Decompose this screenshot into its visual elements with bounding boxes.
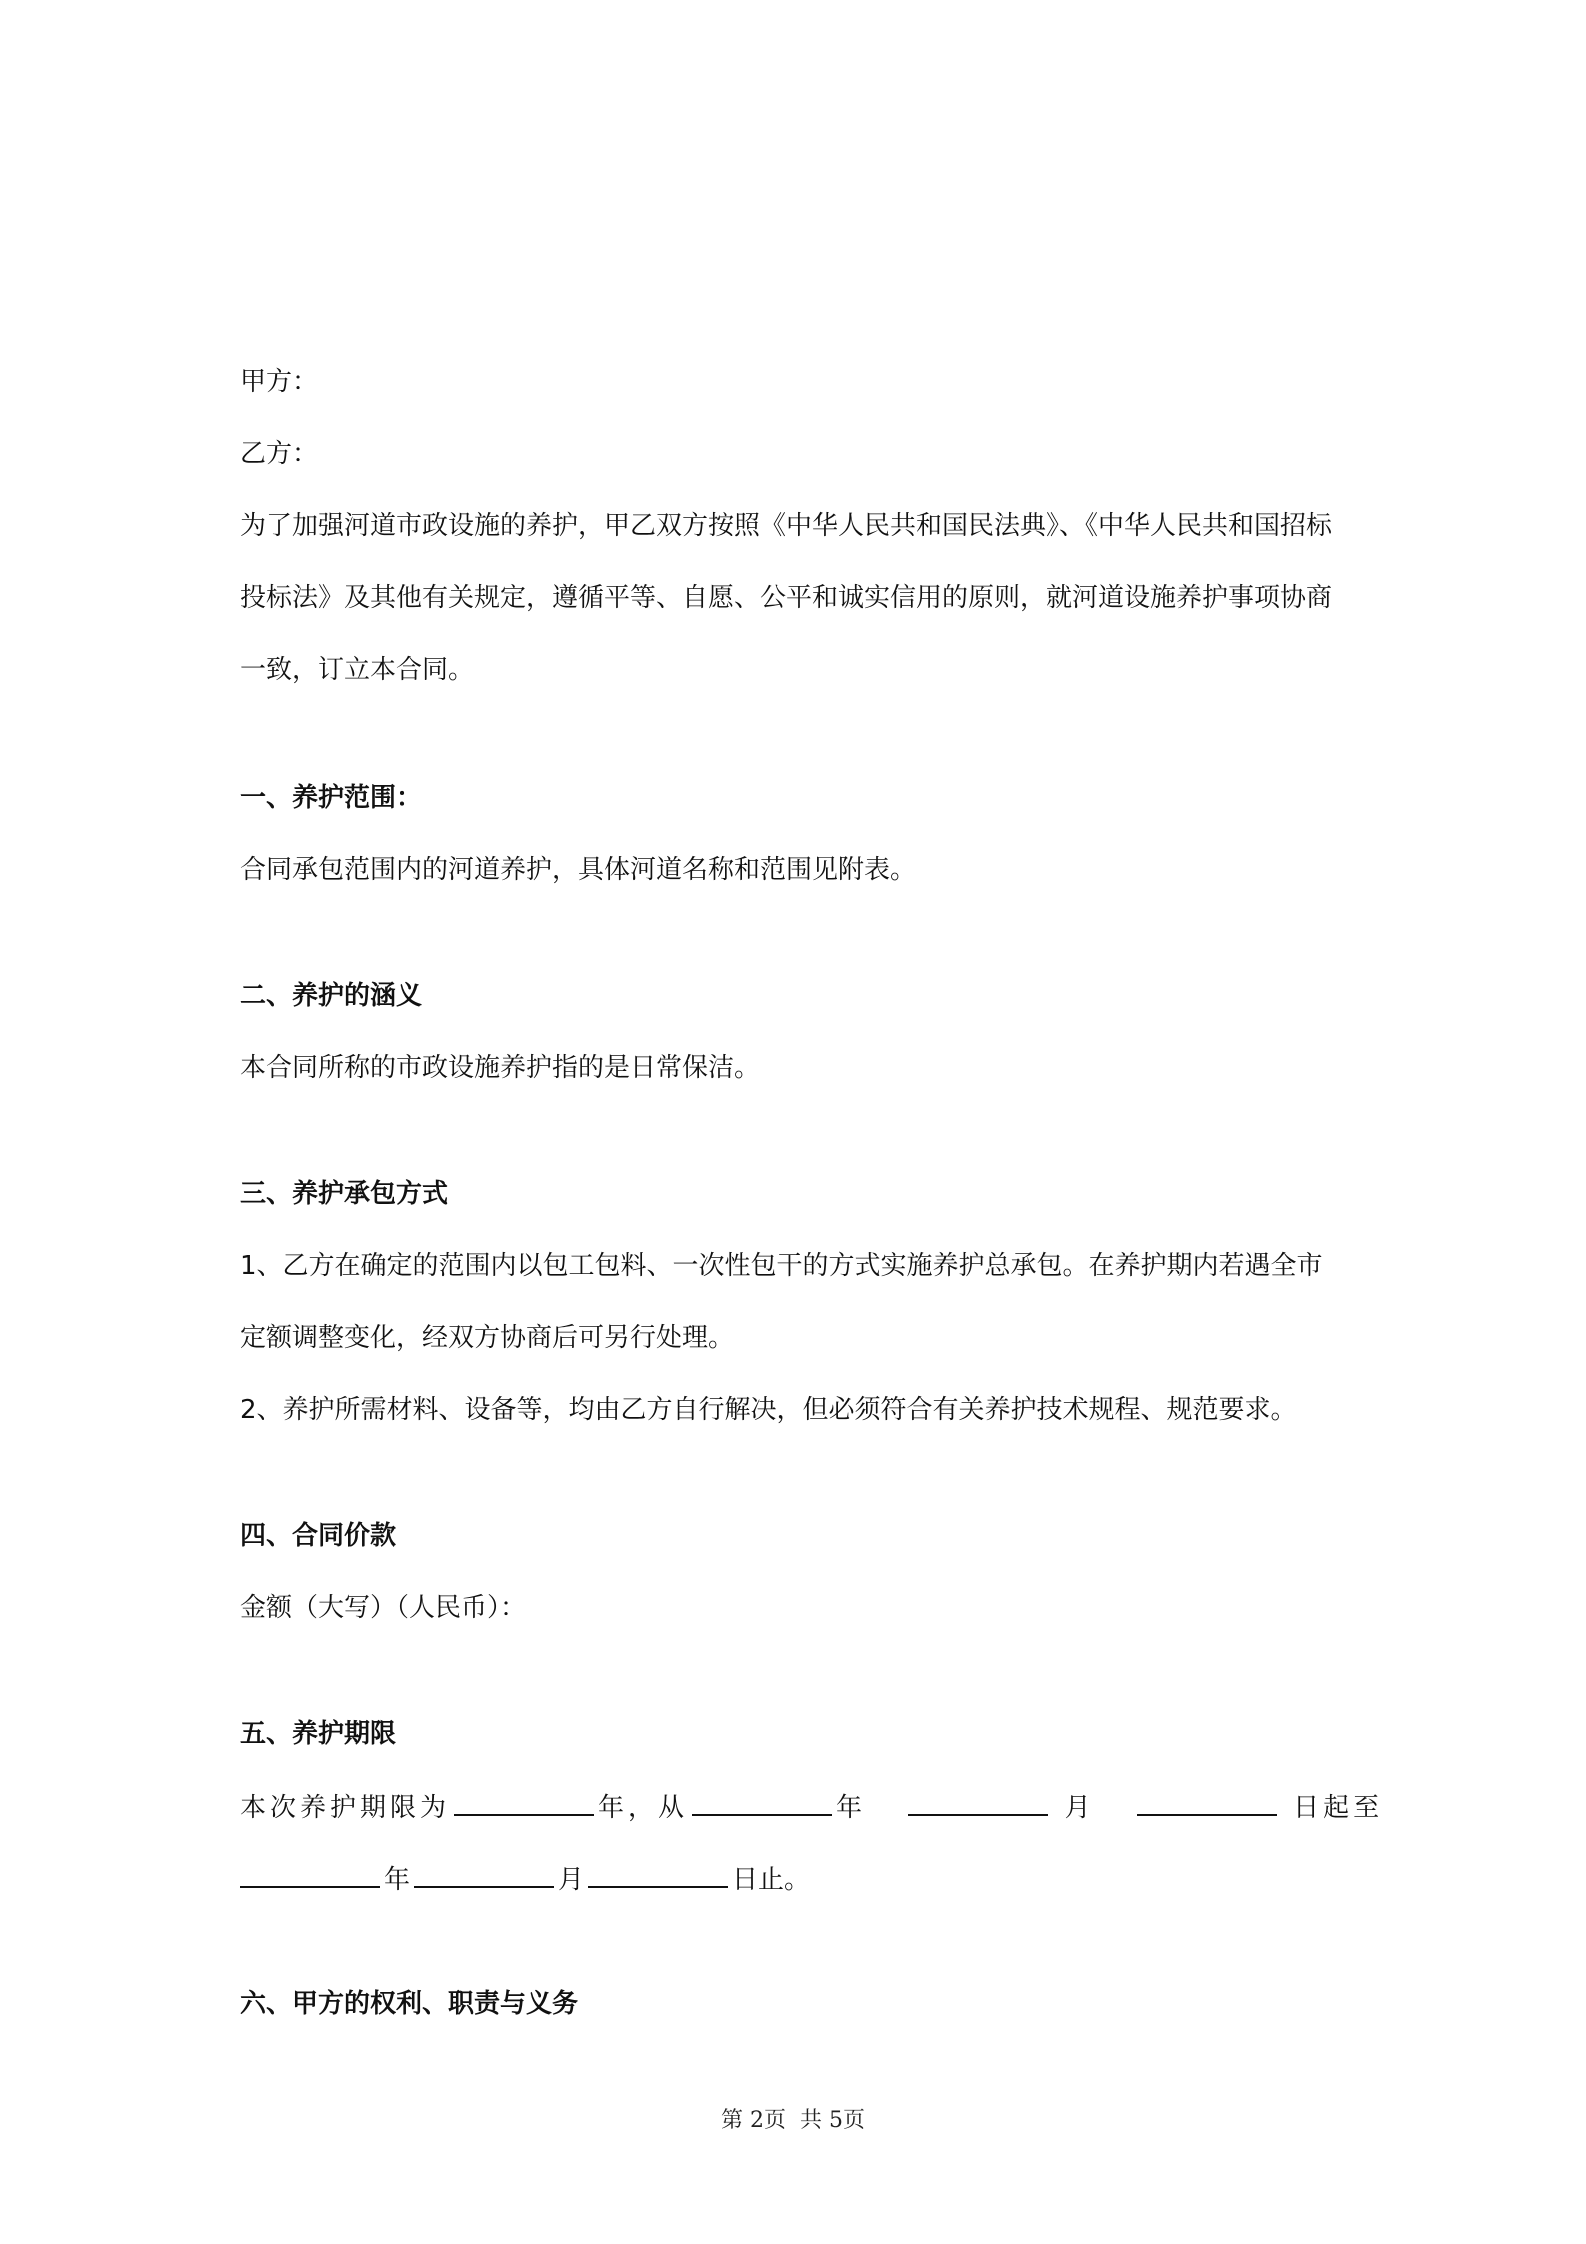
section-6-title: 六、甲方的权利、职责与义务 bbox=[240, 1989, 579, 2019]
party-a-label: 甲方： bbox=[240, 367, 319, 397]
start-day-text: 日起至 bbox=[1293, 1793, 1384, 1823]
end-month-text: 月 bbox=[558, 1865, 585, 1895]
section-2-title: 二、养护的涵义 bbox=[240, 981, 423, 1011]
period-intro-text: 本次养护期限为 bbox=[240, 1793, 451, 1823]
start-year-blank[interactable] bbox=[692, 1788, 832, 1816]
preamble-line-3: 一致，订立本合同。 bbox=[240, 655, 475, 685]
page-total: 共 5页 bbox=[800, 2108, 865, 2133]
section-4-title: 四、合同价款 bbox=[240, 1521, 397, 1551]
page-footer bbox=[0, 2103, 1586, 2134]
party-b-label: 乙方： bbox=[240, 439, 319, 469]
period-years-text: 年，从 bbox=[598, 1793, 689, 1823]
end-month-blank[interactable] bbox=[414, 1860, 554, 1888]
section-5-period-line-1 bbox=[240, 1788, 1384, 1826]
end-day-text: 日止。 bbox=[732, 1865, 811, 1895]
start-month-blank[interactable] bbox=[908, 1788, 1048, 1816]
period-years-blank[interactable] bbox=[454, 1788, 594, 1816]
section-2-body: 本合同所称的市政设施养护指的是日常保洁。 bbox=[240, 1053, 761, 1083]
start-year-text: 年 bbox=[836, 1793, 867, 1823]
section-3-title: 三、养护承包方式 bbox=[240, 1179, 449, 1209]
section-5-period-line-2 bbox=[240, 1860, 1360, 1898]
section-3-item-1-line-2: 定额调整变化，经双方协商后可另行处理。 bbox=[240, 1323, 735, 1353]
section-1-body: 合同承包范围内的河道养护，具体河道名称和范围见附表。 bbox=[240, 855, 917, 885]
page-number: 第 2页 bbox=[721, 2108, 786, 2133]
start-day-blank[interactable] bbox=[1137, 1788, 1277, 1816]
start-month-text: 月 bbox=[1064, 1793, 1095, 1823]
preamble-line-1: 为了加强河道市政设施的养护，甲乙双方按照《中华人民共和国民法典》、《中华人民共和国招标 bbox=[240, 511, 1333, 541]
section-5-title: 五、养护期限 bbox=[240, 1719, 397, 1749]
section-3-item-1-line-1: 1、乙方在确定的范围内以包工包料、一次性包干的方式实施养护总承包。在养护期内若遇全市 bbox=[240, 1251, 1323, 1281]
end-year-text: 年 bbox=[384, 1865, 411, 1895]
section-1-title: 一、养护范围： bbox=[240, 783, 423, 813]
preamble-line-2: 投标法》及其他有关规定，遵循平等、自愿、公平和诚实信用的原则，就河道设施养护事项协商 bbox=[240, 583, 1333, 613]
section-3-item-2: 2、养护所需材料、设备等，均由乙方自行解决，但必须符合有关养护技术规程、规范要求。 bbox=[240, 1395, 1297, 1425]
end-day-blank[interactable] bbox=[588, 1860, 728, 1888]
end-year-blank[interactable] bbox=[240, 1860, 380, 1888]
section-4-amount-label: 金额（大写）（人民币）： bbox=[240, 1593, 527, 1623]
